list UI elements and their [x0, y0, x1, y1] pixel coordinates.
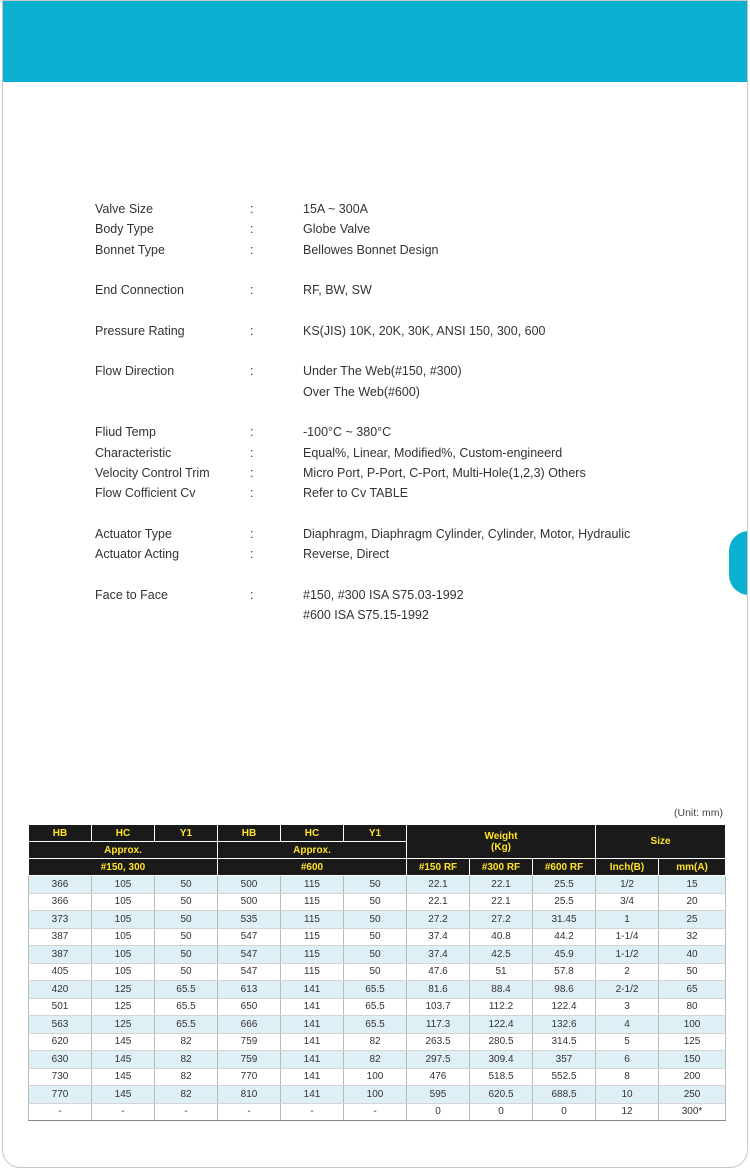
spec-value: -100°C ~ 380°C — [303, 425, 392, 440]
col-header-300rf: #300 RF — [470, 859, 533, 876]
table-cell: 770 — [29, 1086, 92, 1104]
spec-row — [95, 280, 663, 300]
table-cell: 15 — [659, 876, 726, 894]
spec-gap — [95, 564, 663, 584]
table-row — [29, 893, 726, 911]
approx-label: Approx. — [29, 842, 218, 859]
table-cell: 263.5 — [407, 1033, 470, 1051]
table-body — [29, 876, 726, 1121]
weight-unit: (Kg) — [491, 841, 512, 853]
table-cell: 125 — [659, 1033, 726, 1051]
col-header-600rf: #600 RF — [533, 859, 596, 876]
spec-label: Actuator Acting — [95, 547, 180, 562]
table-cell: 132.6 — [533, 1016, 596, 1034]
table-cell: - — [344, 1103, 407, 1121]
table-cell: 141 — [281, 1086, 344, 1104]
table-cell: 620.5 — [470, 1086, 533, 1104]
table-cell: 32 — [659, 928, 726, 946]
table-cell: 50 — [344, 946, 407, 964]
table-cell: 105 — [92, 893, 155, 911]
spec-label: End Connection — [95, 283, 184, 298]
table-cell: 0 — [407, 1103, 470, 1121]
table-cell: 141 — [281, 981, 344, 999]
spec-gap — [95, 503, 663, 523]
table-cell: 27.2 — [470, 911, 533, 929]
spec-separator: : — [250, 425, 254, 440]
table-cell: - — [155, 1103, 218, 1121]
spec-label: Body Type — [95, 222, 154, 237]
col-header-hc: HC — [92, 825, 155, 842]
spec-gap — [95, 260, 663, 280]
table-row — [29, 981, 726, 999]
table-cell: - — [281, 1103, 344, 1121]
table-cell: 125 — [92, 998, 155, 1016]
spec-value: Refer to Cv TABLE — [303, 486, 409, 501]
table-cell: 40.8 — [470, 928, 533, 946]
table-cell: 105 — [92, 911, 155, 929]
table-cell: 810 — [218, 1086, 281, 1104]
table-cell: 2 — [596, 963, 659, 981]
table-cell: 666 — [218, 1016, 281, 1034]
spec-row — [95, 321, 663, 341]
table-cell: 141 — [281, 1051, 344, 1069]
table-cell: 500 — [218, 876, 281, 894]
table-cell: 50 — [344, 928, 407, 946]
table-cell: 10 — [596, 1086, 659, 1104]
table-cell: 112.2 — [470, 998, 533, 1016]
table-cell: 50 — [155, 946, 218, 964]
table-cell: 650 — [218, 998, 281, 1016]
table-cell: 145 — [92, 1068, 155, 1086]
col-header-y1: Y1 — [155, 825, 218, 842]
table-row — [29, 998, 726, 1016]
table-cell: 82 — [155, 1051, 218, 1069]
table-cell: 613 — [218, 981, 281, 999]
spec-label — [95, 382, 250, 402]
approx-label: Approx. — [218, 842, 407, 859]
spec-label: Pressure Rating — [95, 323, 185, 338]
table-cell: 115 — [281, 876, 344, 894]
table-cell: 22.1 — [407, 893, 470, 911]
spec-separator — [250, 605, 303, 625]
table-cell: 122.4 — [533, 998, 596, 1016]
table-cell: 44.2 — [533, 928, 596, 946]
spec-separator — [250, 382, 303, 402]
table-cell: 25.5 — [533, 893, 596, 911]
table-cell: 145 — [92, 1086, 155, 1104]
table-cell: 65.5 — [344, 1016, 407, 1034]
table-cell: 547 — [218, 963, 281, 981]
table-cell: 1-1/2 — [596, 946, 659, 964]
spec-gap — [95, 300, 663, 320]
table-cell: 65.5 — [344, 998, 407, 1016]
spec-label: Actuator Type — [95, 526, 172, 541]
spec-separator: : — [250, 445, 254, 460]
spec-value: Equal%, Linear, Modified%, Custom-engineerd — [303, 445, 563, 460]
table-cell: 501 — [29, 998, 92, 1016]
table-cell: 115 — [281, 946, 344, 964]
table-cell: 50 — [344, 876, 407, 894]
table-row — [29, 1103, 726, 1121]
class-label-150-300: #150, 300 — [29, 859, 218, 876]
table-cell: 81.6 — [407, 981, 470, 999]
table-cell: 82 — [155, 1033, 218, 1051]
table-cell: 8 — [596, 1068, 659, 1086]
spec-row — [95, 483, 663, 503]
col-header-y1: Y1 — [344, 825, 407, 842]
table-cell: 22.1 — [470, 876, 533, 894]
spec-row — [95, 443, 663, 463]
table-cell: 150 — [659, 1051, 726, 1069]
spec-separator: : — [250, 283, 254, 298]
spec-label: Face to Face — [95, 587, 168, 602]
col-header-hc: HC — [281, 825, 344, 842]
table-cell: 1/2 — [596, 876, 659, 894]
table-cell: 547 — [218, 946, 281, 964]
table-cell: 82 — [344, 1051, 407, 1069]
spec-value: Bellowes Bonnet Design — [303, 242, 439, 257]
page-frame — [2, 0, 748, 1168]
table-cell: 141 — [281, 1033, 344, 1051]
spec-label: Velocity Control Trim — [95, 465, 210, 480]
table-row — [29, 1068, 726, 1086]
table-cell: 50 — [344, 911, 407, 929]
table-cell: 42.5 — [470, 946, 533, 964]
table-cell: 518.5 — [470, 1068, 533, 1086]
table-cell: 25.5 — [533, 876, 596, 894]
spec-label: Flow Direction — [95, 364, 175, 379]
table-cell: 759 — [218, 1033, 281, 1051]
spec-separator: : — [250, 323, 254, 338]
spec-value: Under The Web(#150, #300) — [303, 364, 462, 379]
table-cell: 250 — [659, 1086, 726, 1104]
table-row — [29, 963, 726, 981]
table-cell: 547 — [218, 928, 281, 946]
table-cell: 65 — [659, 981, 726, 999]
table-cell: 200 — [659, 1068, 726, 1086]
table-cell: 688.5 — [533, 1086, 596, 1104]
table-header — [29, 825, 726, 876]
table-cell: 80 — [659, 998, 726, 1016]
spec-row — [95, 605, 663, 625]
table-cell: 103.7 — [407, 998, 470, 1016]
table-cell: 12 — [596, 1103, 659, 1121]
table-cell: 65.5 — [344, 981, 407, 999]
table-cell: - — [218, 1103, 281, 1121]
table-cell: 145 — [92, 1051, 155, 1069]
spec-separator: : — [250, 526, 254, 541]
table-cell: 22.1 — [470, 893, 533, 911]
table-cell: - — [92, 1103, 155, 1121]
spec-label — [95, 605, 250, 625]
spec-row — [95, 240, 663, 260]
col-header-mm: mm(A) — [659, 859, 726, 876]
weight-title: Weight — [484, 830, 518, 842]
table-row — [29, 911, 726, 929]
table-cell: 50 — [659, 963, 726, 981]
size-header: Size — [596, 825, 726, 859]
table-cell: 57.8 — [533, 963, 596, 981]
table-cell: 45.9 — [533, 946, 596, 964]
spec-row — [95, 422, 663, 442]
table-cell: 115 — [281, 893, 344, 911]
spec-label: Fliud Temp — [95, 425, 156, 440]
table-cell: 314.5 — [533, 1033, 596, 1051]
table-cell: 552.5 — [533, 1068, 596, 1086]
spec-row — [95, 544, 663, 564]
table-cell: 373 — [29, 911, 92, 929]
table-row — [29, 946, 726, 964]
spec-gap — [95, 341, 663, 361]
table-cell: 141 — [281, 1016, 344, 1034]
table-cell: 366 — [29, 876, 92, 894]
table-row — [29, 876, 726, 894]
table-cell: 65.5 — [155, 981, 218, 999]
spec-row — [95, 219, 663, 239]
spec-label: Bonnet Type — [95, 242, 165, 257]
table-cell: 2-1/2 — [596, 981, 659, 999]
table-row — [29, 928, 726, 946]
table-cell: 105 — [92, 876, 155, 894]
table-cell: - — [29, 1103, 92, 1121]
weight-header — [407, 825, 596, 859]
table-cell: 300* — [659, 1103, 726, 1121]
table-cell: 770 — [218, 1068, 281, 1086]
col-header-inch: Inch(B) — [596, 859, 659, 876]
table-cell: 630 — [29, 1051, 92, 1069]
table-cell: 0 — [533, 1103, 596, 1121]
spec-row — [95, 199, 663, 219]
table-cell: 125 — [92, 981, 155, 999]
spec-value: #150, #300 ISA S75.03-1992 — [303, 587, 464, 602]
table-cell: 40 — [659, 946, 726, 964]
table-row — [29, 1051, 726, 1069]
table-cell: 27.2 — [407, 911, 470, 929]
table-cell: 98.6 — [533, 981, 596, 999]
table-cell: 122.4 — [470, 1016, 533, 1034]
table-cell: 100 — [344, 1068, 407, 1086]
table-cell: 3 — [596, 998, 659, 1016]
table-cell: 476 — [407, 1068, 470, 1086]
table-cell: 105 — [92, 946, 155, 964]
col-header-hb: HB — [29, 825, 92, 842]
spec-value: Diaphragm, Diaphragm Cylinder, Cylinder, Motor, Hydraulic — [303, 526, 631, 541]
spec-separator: : — [250, 547, 254, 562]
table-cell: 4 — [596, 1016, 659, 1034]
table-cell: 595 — [407, 1086, 470, 1104]
table-cell: 115 — [281, 963, 344, 981]
table-cell: 620 — [29, 1033, 92, 1051]
spec-label: Valve Size — [95, 202, 154, 216]
table-cell: 1 — [596, 911, 659, 929]
side-tab-marker — [729, 531, 748, 595]
table-cell: 25 — [659, 911, 726, 929]
table-cell: 115 — [281, 911, 344, 929]
table-cell: 50 — [155, 928, 218, 946]
dimension-table — [28, 824, 726, 1121]
table-cell: 82 — [344, 1033, 407, 1051]
table-cell: 115 — [281, 928, 344, 946]
spec-value: Reverse, Direct — [303, 547, 390, 562]
table-cell: 759 — [218, 1051, 281, 1069]
table-cell: 357 — [533, 1051, 596, 1069]
spec-value: Globe Valve — [303, 222, 371, 237]
table-cell: 387 — [29, 946, 92, 964]
spec-separator: : — [250, 364, 254, 379]
table-cell: 51 — [470, 963, 533, 981]
spec-value: KS(JIS) 10K, 20K, 30K, ANSI 150, 300, 600 — [303, 323, 546, 338]
table-cell: 50 — [155, 911, 218, 929]
table-cell: 420 — [29, 981, 92, 999]
table-cell: 37.4 — [407, 928, 470, 946]
table-cell: 105 — [92, 928, 155, 946]
spec-separator: : — [250, 202, 254, 216]
spec-row — [95, 361, 663, 381]
table-cell: 82 — [155, 1068, 218, 1086]
class-label-600: #600 — [218, 859, 407, 876]
table-cell: 37.4 — [407, 946, 470, 964]
spec-gap — [95, 402, 663, 422]
table-cell: 105 — [92, 963, 155, 981]
table-cell: 125 — [92, 1016, 155, 1034]
table-cell: 22.1 — [407, 876, 470, 894]
spec-separator: : — [250, 465, 254, 480]
table-cell: 405 — [29, 963, 92, 981]
table-cell: 50 — [155, 893, 218, 911]
table-cell: 82 — [155, 1086, 218, 1104]
spec-value: Micro Port, P-Port, C-Port, Multi-Hole(1,2,3) Others — [303, 465, 586, 480]
table-cell: 88.4 — [470, 981, 533, 999]
spec-list — [95, 199, 663, 625]
table-cell: 366 — [29, 893, 92, 911]
spec-row — [95, 463, 663, 483]
table-cell: 50 — [155, 963, 218, 981]
header-bar — [3, 1, 747, 82]
table-cell: 100 — [659, 1016, 726, 1034]
table-cell: 65.5 — [155, 998, 218, 1016]
table-cell: 730 — [29, 1068, 92, 1086]
spec-separator: : — [250, 242, 254, 257]
table-cell: 50 — [344, 893, 407, 911]
table-cell: 47.6 — [407, 963, 470, 981]
spec-value: 15A ~ 300A — [303, 202, 368, 216]
table-cell: 141 — [281, 1068, 344, 1086]
spec-separator: : — [250, 222, 254, 237]
spec-value: #600 ISA S75.15-1992 — [303, 607, 429, 622]
table-cell: 1-1/4 — [596, 928, 659, 946]
table-cell: 535 — [218, 911, 281, 929]
table-cell: 3/4 — [596, 893, 659, 911]
table-cell: 0 — [470, 1103, 533, 1121]
table-cell: 20 — [659, 893, 726, 911]
table-cell: 65.5 — [155, 1016, 218, 1034]
col-header-hb: HB — [218, 825, 281, 842]
spec-row — [95, 524, 663, 544]
spec-value: Over The Web(#600) — [303, 384, 420, 399]
spec-label: Flow Cofficient Cv — [95, 486, 196, 501]
spec-separator: : — [250, 486, 254, 501]
spec-value: RF, BW, SW — [303, 283, 372, 298]
col-header-150rf: #150 RF — [407, 859, 470, 876]
table-cell: 141 — [281, 998, 344, 1016]
table-cell: 145 — [92, 1033, 155, 1051]
table-cell: 280.5 — [470, 1033, 533, 1051]
spec-separator: : — [250, 587, 254, 602]
table-cell: 50 — [155, 876, 218, 894]
table-cell: 387 — [29, 928, 92, 946]
table-cell: 309.4 — [470, 1051, 533, 1069]
table-row — [29, 1016, 726, 1034]
table-cell: 6 — [596, 1051, 659, 1069]
table-cell: 31.45 — [533, 911, 596, 929]
table-cell: 563 — [29, 1016, 92, 1034]
table-cell: 50 — [344, 963, 407, 981]
table-row — [29, 1033, 726, 1051]
unit-note: (Unit: mm) — [674, 807, 723, 819]
table-cell: 5 — [596, 1033, 659, 1051]
table-cell: 117.3 — [407, 1016, 470, 1034]
spec-row — [95, 585, 663, 605]
table-cell: 500 — [218, 893, 281, 911]
table-cell: 297.5 — [407, 1051, 470, 1069]
spec-row — [95, 382, 663, 402]
table-row — [29, 1086, 726, 1104]
spec-label: Characteristic — [95, 445, 172, 460]
table-cell: 100 — [344, 1086, 407, 1104]
